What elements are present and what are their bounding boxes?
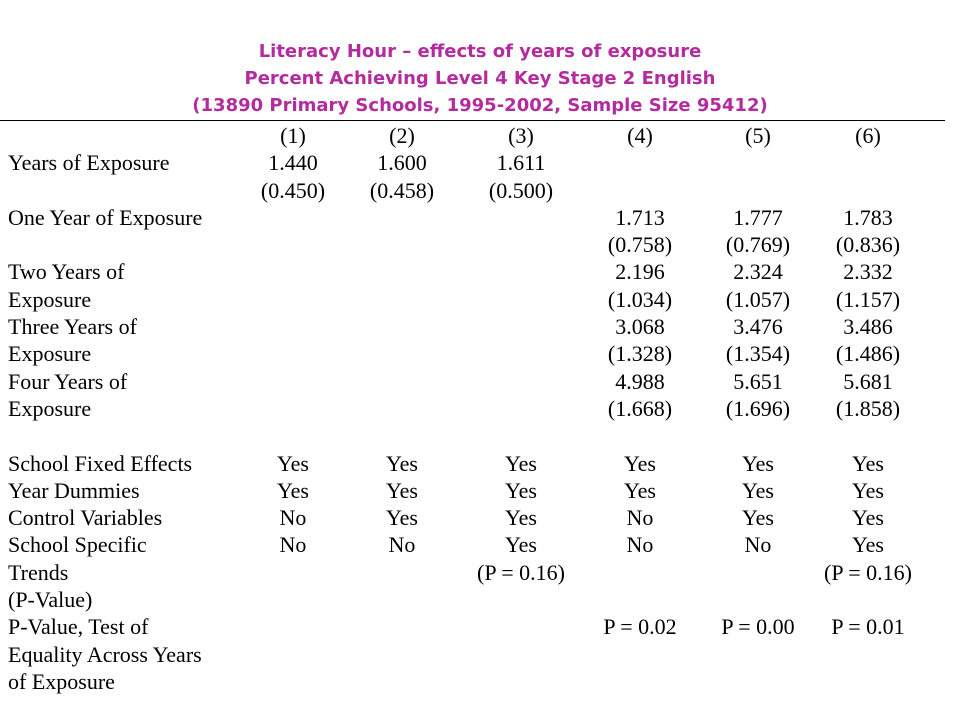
cell-col-1: No bbox=[279, 532, 307, 558]
row-label: Four Years of bbox=[8, 368, 128, 394]
cell-col-5: Yes bbox=[741, 477, 774, 503]
cell-col-3: Yes bbox=[504, 450, 537, 476]
cell-col-6: 1.783 bbox=[843, 204, 893, 230]
row-label: School Fixed Effects bbox=[8, 450, 193, 476]
cell-col-6: (1.858) bbox=[835, 395, 901, 421]
column-header-1: (1) bbox=[280, 123, 306, 148]
cell-col-2: (0.458) bbox=[369, 177, 435, 203]
cell-col-5: 1.777 bbox=[733, 204, 783, 230]
slide-title bbox=[0, 38, 960, 119]
table-row bbox=[0, 368, 945, 395]
cell-col-6: 3.486 bbox=[843, 314, 893, 340]
title-line-2: Percent Achieving Level 4 Key Stage 2 English bbox=[244, 68, 716, 89]
column-header-6: (6) bbox=[855, 123, 881, 148]
table-row bbox=[0, 231, 945, 258]
cell-col-4: P = 0.02 bbox=[603, 614, 677, 640]
regression-table bbox=[0, 122, 945, 695]
cell-col-4: Yes bbox=[623, 477, 656, 503]
cell-col-2: Yes bbox=[385, 450, 418, 476]
table-row bbox=[0, 531, 945, 558]
row-label: of Exposure bbox=[8, 668, 115, 694]
row-label: One Year of Exposure bbox=[8, 204, 203, 230]
row-label: Three Years of bbox=[8, 314, 137, 340]
cell-col-3: Yes bbox=[504, 532, 537, 558]
cell-col-4: Yes bbox=[623, 450, 656, 476]
cell-col-1: Yes bbox=[276, 477, 309, 503]
cell-col-5: Yes bbox=[741, 505, 774, 531]
cell-col-4: 1.713 bbox=[615, 204, 665, 230]
cell-col-4: 2.196 bbox=[615, 259, 665, 285]
cell-col-4: (1.328) bbox=[607, 341, 673, 367]
table-row bbox=[0, 149, 945, 176]
row-label: Equality Across Years bbox=[8, 641, 202, 667]
cell-col-5: 3.476 bbox=[733, 314, 783, 340]
table-row bbox=[0, 641, 945, 668]
cell-col-5: 2.324 bbox=[733, 259, 783, 285]
table-row bbox=[0, 286, 945, 313]
cell-col-2: Yes bbox=[385, 505, 418, 531]
cell-col-4: No bbox=[626, 532, 654, 558]
cell-col-6: Yes bbox=[851, 450, 884, 476]
title-line-3: (13890 Primary Schools, 1995-2002, Sample Size 95412) bbox=[192, 95, 768, 116]
cell-col-6: (P = 0.16) bbox=[824, 559, 912, 585]
cell-col-3: Yes bbox=[504, 477, 537, 503]
cell-col-1: Yes bbox=[276, 450, 309, 476]
column-header-5: (5) bbox=[745, 123, 771, 148]
table-top-rule bbox=[0, 120, 945, 121]
cell-col-2: No bbox=[388, 532, 416, 558]
cell-col-6: Yes bbox=[851, 532, 884, 558]
cell-col-5: (1.696) bbox=[725, 395, 791, 421]
cell-col-1: 1.440 bbox=[268, 150, 318, 176]
table-row bbox=[0, 450, 945, 477]
table-row bbox=[0, 204, 945, 231]
cell-col-3: Yes bbox=[504, 505, 537, 531]
cell-col-6: 5.681 bbox=[843, 368, 893, 394]
cell-col-3: (P = 0.16) bbox=[477, 559, 565, 585]
table-row bbox=[0, 613, 945, 640]
cell-col-6: (1.157) bbox=[835, 286, 901, 312]
table-row bbox=[0, 504, 945, 531]
row-label: Exposure bbox=[8, 395, 92, 421]
cell-col-5: (1.057) bbox=[725, 286, 791, 312]
cell-col-5: P = 0.00 bbox=[721, 614, 795, 640]
table-row bbox=[0, 559, 945, 586]
cell-col-5: 5.651 bbox=[733, 368, 783, 394]
row-label: Two Years of bbox=[8, 259, 125, 285]
table-row bbox=[0, 258, 945, 285]
cell-col-1: (0.450) bbox=[260, 177, 326, 203]
cell-col-4: (1.668) bbox=[607, 395, 673, 421]
row-label: Year Dummies bbox=[8, 477, 140, 503]
row-label: Exposure bbox=[8, 341, 92, 367]
table-row bbox=[0, 668, 945, 695]
table-row bbox=[0, 477, 945, 504]
cell-col-5: Yes bbox=[741, 450, 774, 476]
row-label: P-Value, Test of bbox=[8, 614, 149, 640]
cell-col-3: 1.611 bbox=[496, 150, 546, 176]
cell-col-2: Yes bbox=[385, 477, 418, 503]
cell-col-4: No bbox=[626, 505, 654, 531]
cell-col-4: 4.988 bbox=[615, 368, 665, 394]
column-header-3: (3) bbox=[508, 123, 534, 148]
cell-col-4: (0.758) bbox=[607, 232, 673, 258]
cell-col-5: (0.769) bbox=[725, 232, 791, 258]
cell-col-2: 1.600 bbox=[377, 150, 427, 176]
row-label: Trends bbox=[8, 559, 69, 585]
cell-col-4: (1.034) bbox=[607, 286, 673, 312]
cell-col-6: (1.486) bbox=[835, 341, 901, 367]
table-row bbox=[0, 340, 945, 367]
row-label: Exposure bbox=[8, 286, 92, 312]
cell-col-6: Yes bbox=[851, 505, 884, 531]
cell-col-6: Yes bbox=[851, 477, 884, 503]
table-header-row bbox=[0, 122, 945, 149]
cell-col-4: 3.068 bbox=[615, 314, 665, 340]
cell-col-6: P = 0.01 bbox=[831, 614, 905, 640]
row-label: School Specific bbox=[8, 532, 147, 558]
cell-col-6: (0.836) bbox=[835, 232, 901, 258]
title-line-1: Literacy Hour – effects of years of exposure bbox=[258, 41, 702, 62]
cell-col-6: 2.332 bbox=[843, 259, 893, 285]
cell-col-3: (0.500) bbox=[488, 177, 554, 203]
column-header-4: (4) bbox=[627, 123, 653, 148]
row-label: Control Variables bbox=[8, 505, 163, 531]
cell-col-5: No bbox=[744, 532, 772, 558]
column-header-2: (2) bbox=[389, 123, 415, 148]
table-row bbox=[0, 177, 945, 204]
row-label: (P-Value) bbox=[8, 587, 93, 613]
table-row bbox=[0, 586, 945, 613]
table-row bbox=[0, 395, 945, 422]
table-row bbox=[0, 422, 945, 449]
table-row bbox=[0, 313, 945, 340]
row-label: Years of Exposure bbox=[8, 150, 170, 176]
cell-col-1: No bbox=[279, 505, 307, 531]
cell-col-5: (1.354) bbox=[725, 341, 791, 367]
